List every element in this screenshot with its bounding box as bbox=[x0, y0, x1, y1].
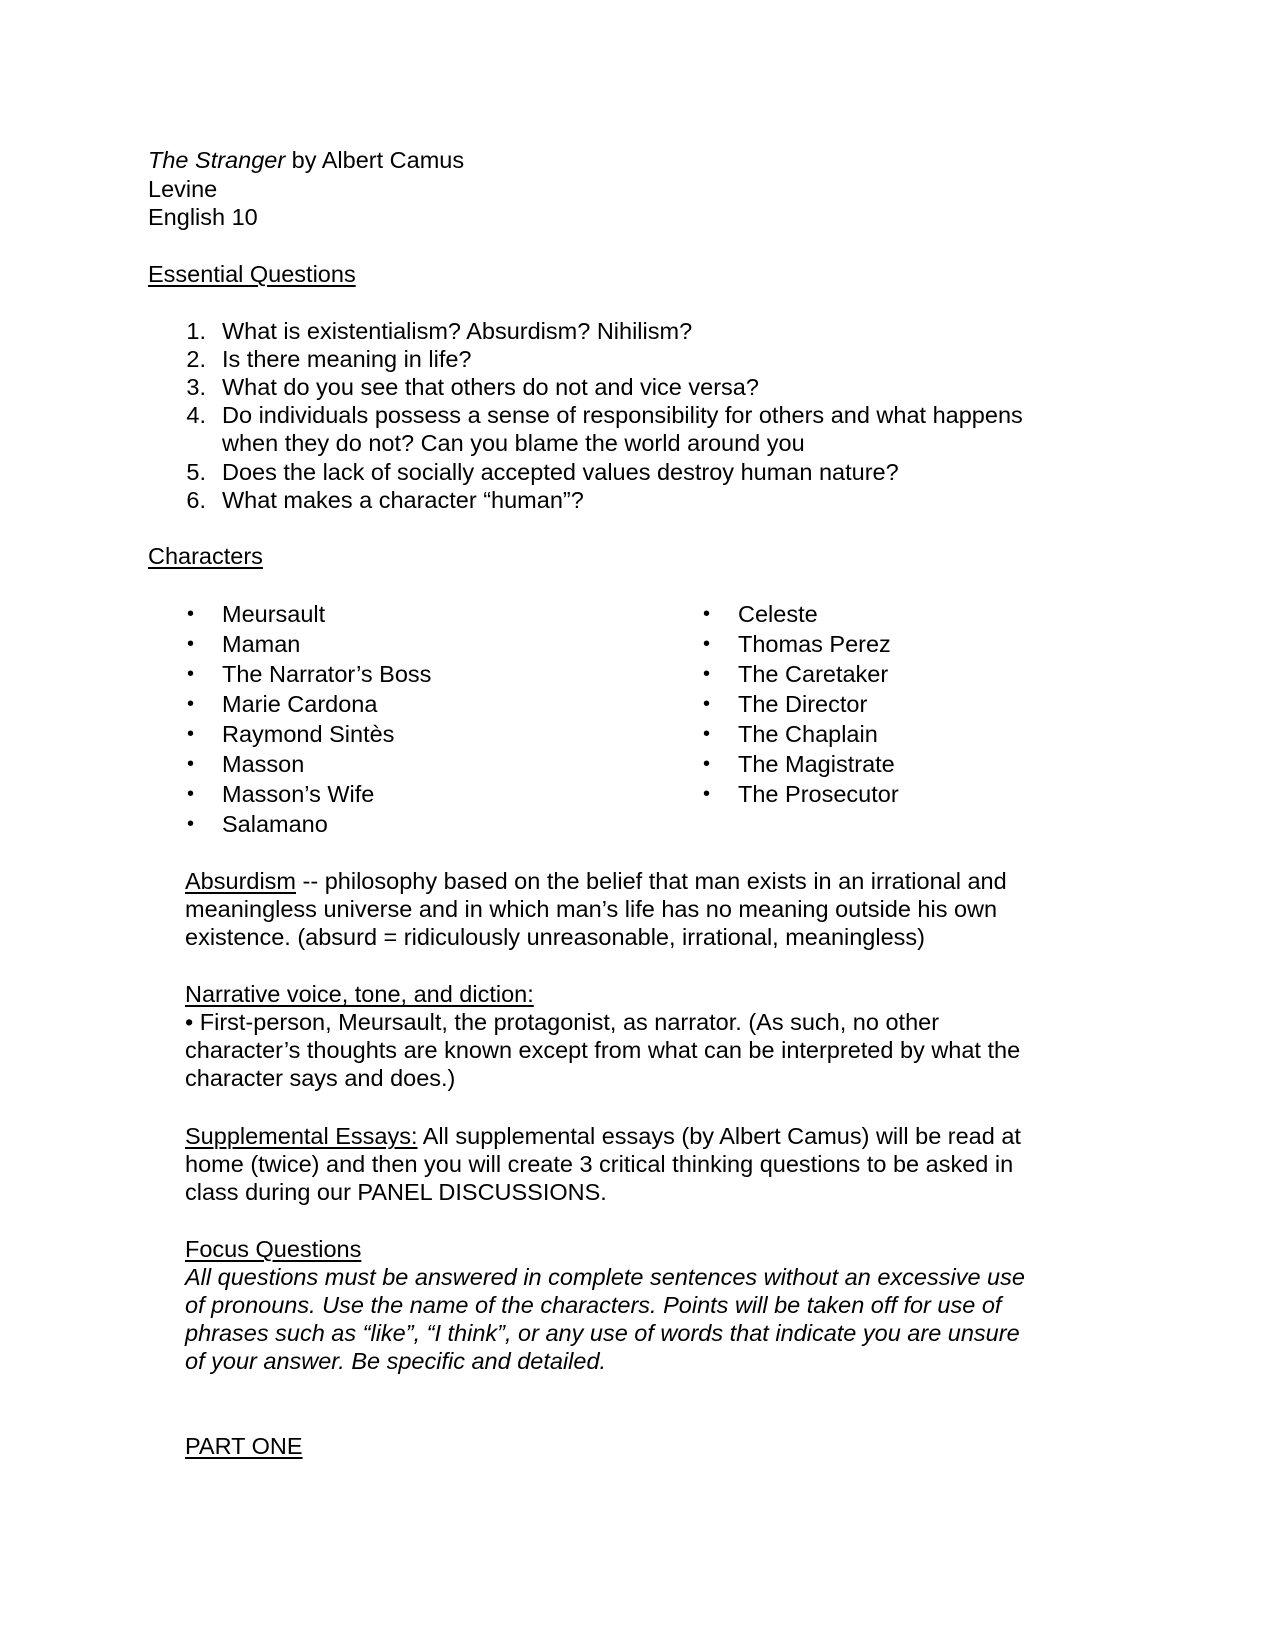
absurdism-definition-line1 bbox=[185, 867, 1007, 895]
character-name: Maman bbox=[222, 631, 301, 657]
question-number: 6. bbox=[186, 487, 206, 513]
supplemental-line3: class during our PANEL DISCUSSIONS. bbox=[185, 1179, 607, 1205]
bullet-icon: • bbox=[703, 753, 711, 775]
question-number: 4. bbox=[186, 402, 206, 428]
bullet-icon: • bbox=[187, 783, 195, 805]
bullet-icon: • bbox=[187, 663, 195, 685]
course-name: English 10 bbox=[148, 204, 258, 230]
absurdism-term: Absurdism bbox=[185, 868, 297, 894]
bullet-icon: • bbox=[187, 813, 195, 835]
supplemental-heading: Supplemental Essays: bbox=[185, 1123, 418, 1149]
character-name: Marie Cardona bbox=[222, 691, 378, 717]
narrative-line1: • First-person, Meursault, the protagonist, as narrator. (As such, no other bbox=[185, 1009, 940, 1035]
character-name: Celeste bbox=[738, 601, 818, 627]
bullet-icon: • bbox=[703, 723, 711, 745]
teacher-name: Levine bbox=[148, 176, 218, 202]
character-name: The Prosecutor bbox=[738, 781, 899, 807]
question-number: 3. bbox=[186, 374, 206, 400]
character-name: The Caretaker bbox=[738, 661, 889, 687]
book-title: The Stranger bbox=[148, 147, 286, 173]
focus-instructions-line1: All questions must be answered in complete sentences without an excessive use bbox=[185, 1264, 1025, 1290]
narrative-heading: Narrative voice, tone, and diction: bbox=[185, 981, 534, 1007]
character-name: The Director bbox=[738, 691, 868, 717]
narrative-line2: character’s thoughts are known except from what can be interpreted by what the bbox=[185, 1037, 1021, 1063]
question-text-continued: when they do not? Can you blame the world around you bbox=[222, 430, 805, 456]
absurdism-definition-line3: existence. (absurd = ridiculously unreasonable, irrational, meaningless) bbox=[185, 924, 925, 950]
character-name: Salamano bbox=[222, 811, 328, 837]
question-text: Is there meaning in life? bbox=[222, 346, 472, 372]
character-name: Raymond Sintès bbox=[222, 721, 395, 747]
bullet-icon: • bbox=[703, 663, 711, 685]
character-name: The Magistrate bbox=[738, 751, 895, 777]
question-text: What makes a character “human”? bbox=[222, 487, 584, 513]
focus-questions-heading: Focus Questions bbox=[185, 1236, 362, 1262]
characters-heading: Characters bbox=[148, 543, 263, 569]
focus-instructions-line2: of pronouns. Use the name of the characters. Points will be taken off for use of bbox=[185, 1292, 1002, 1318]
bullet-icon: • bbox=[187, 603, 195, 625]
character-name: Masson bbox=[222, 751, 305, 777]
title-author: by Albert Camus bbox=[285, 147, 465, 173]
bullet-icon: • bbox=[187, 633, 195, 655]
character-name: Masson’s Wife bbox=[222, 781, 375, 807]
bullet-icon: • bbox=[187, 753, 195, 775]
supplemental-text: All supplemental essays (by Albert Camus) will be read at bbox=[417, 1123, 1021, 1149]
absurdism-definition-line2: meaningless universe and in which man’s life has no meaning outside his own bbox=[185, 896, 998, 922]
character-name: Meursault bbox=[222, 601, 326, 627]
focus-instructions-line3: phrases such as “like”, “I think”, or any use of words that indicate you are unsure bbox=[185, 1320, 1020, 1346]
narrative-line3: character says and does.) bbox=[185, 1065, 456, 1091]
character-name: The Chaplain bbox=[738, 721, 878, 747]
bullet-icon: • bbox=[703, 693, 711, 715]
question-text: What do you see that others do not and vice versa? bbox=[222, 374, 759, 400]
focus-instructions-line4: of your answer. Be specific and detailed. bbox=[185, 1348, 607, 1374]
supplemental-line1 bbox=[185, 1122, 1021, 1150]
bullet-icon: • bbox=[187, 693, 195, 715]
question-text: What is existentialism? Absurdism? Nihilism? bbox=[222, 318, 693, 344]
question-number: 5. bbox=[186, 459, 206, 485]
bullet-icon: • bbox=[703, 633, 711, 655]
supplemental-line2: home (twice) and then you will create 3 critical thinking questions to be asked in bbox=[185, 1151, 1014, 1177]
bullet-icon: • bbox=[187, 723, 195, 745]
question-number: 2. bbox=[186, 346, 206, 372]
question-text: Does the lack of socially accepted values destroy human nature? bbox=[222, 459, 899, 485]
document-title bbox=[148, 146, 464, 174]
question-text: Do individuals possess a sense of responsibility for others and what happens bbox=[222, 402, 1023, 428]
question-number: 1. bbox=[186, 318, 206, 344]
bullet-icon: • bbox=[703, 783, 711, 805]
absurdism-text: -- philosophy based on the belief that man exists in an irrational and bbox=[296, 868, 1007, 894]
character-name: The Narrator’s Boss bbox=[222, 661, 432, 687]
character-name: Thomas Perez bbox=[738, 631, 891, 657]
bullet-icon: • bbox=[703, 603, 711, 625]
part-one-heading: PART ONE bbox=[185, 1433, 303, 1459]
essential-questions-heading: Essential Questions bbox=[148, 261, 356, 287]
